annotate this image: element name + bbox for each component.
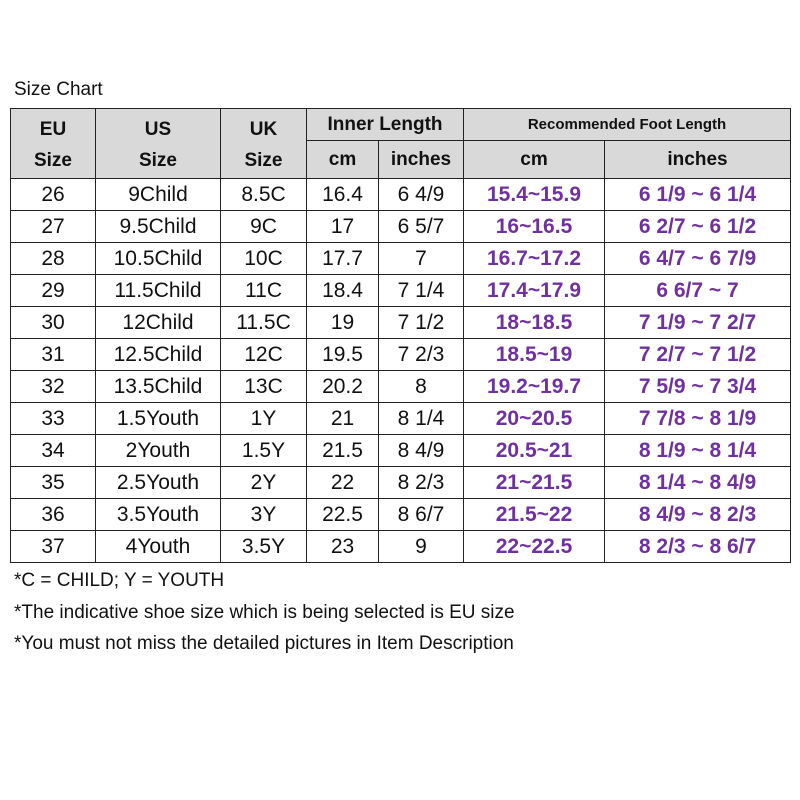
table-row: [11, 403, 791, 435]
cell-us-size: 1.5Youth: [96, 403, 221, 435]
cell-uk-size: 3.5Y: [221, 531, 307, 563]
header-us-size-label: Size: [138, 149, 178, 171]
cell-recommended-cm: 18~18.5: [464, 307, 605, 339]
header-rec-cm: cm: [464, 141, 605, 179]
cell-recommended-cm: 18.5~19: [464, 339, 605, 371]
cell-uk-size: 9C: [221, 211, 307, 243]
page-title: Size Chart: [14, 79, 103, 100]
cell-eu-size: 30: [11, 307, 96, 339]
cell-inner-inches: 7 2/3: [379, 339, 464, 371]
cell-recommended-inches: 6 4/7 ~ 6 7/9: [605, 243, 791, 275]
cell-inner-inches: 8 2/3: [379, 467, 464, 499]
header-row-top: [11, 109, 791, 141]
cell-recommended-cm: 16~16.5: [464, 211, 605, 243]
header-uk-size-label: Size: [244, 149, 283, 171]
cell-recommended-cm: 16.7~17.2: [464, 243, 605, 275]
cell-eu-size: 36: [11, 499, 96, 531]
table-row: [11, 243, 791, 275]
header-rec-inches: inches: [605, 141, 791, 179]
cell-us-size: 12.5Child: [96, 339, 221, 371]
cell-recommended-inches: 8 1/4 ~ 8 4/9: [605, 467, 791, 499]
cell-us-size: 2Youth: [96, 435, 221, 467]
header-inner-length: Inner Length: [307, 109, 464, 141]
cell-recommended-cm: 17.4~17.9: [464, 275, 605, 307]
cell-inner-cm: 17.7: [307, 243, 379, 275]
header-us-label: US: [144, 118, 172, 140]
cell-us-size: 2.5Youth: [96, 467, 221, 499]
cell-uk-size: 10C: [221, 243, 307, 275]
cell-inner-cm: 19.5: [307, 339, 379, 371]
cell-inner-cm: 21: [307, 403, 379, 435]
cell-us-size: 13.5Child: [96, 371, 221, 403]
cell-uk-size: 11.5C: [221, 307, 307, 339]
header-uk-size: [221, 109, 307, 179]
cell-recommended-inches: 6 6/7 ~ 7: [605, 275, 791, 307]
cell-inner-cm: 18.4: [307, 275, 379, 307]
cell-us-size: 11.5Child: [96, 275, 221, 307]
cell-inner-inches: 8 6/7: [379, 499, 464, 531]
table-row: [11, 371, 791, 403]
cell-us-size: 12Child: [96, 307, 221, 339]
cell-inner-cm: 20.2: [307, 371, 379, 403]
table-row: [11, 275, 791, 307]
cell-recommended-inches: 8 1/9 ~ 8 1/4: [605, 435, 791, 467]
header-inner-inches: inches: [379, 141, 464, 179]
cell-inner-inches: 7: [379, 243, 464, 275]
cell-eu-size: 34: [11, 435, 96, 467]
header-recommended-foot-length: Recommended Foot Length: [464, 109, 791, 141]
table-row: [11, 435, 791, 467]
notes: [14, 568, 515, 663]
cell-inner-cm: 16.4: [307, 179, 379, 211]
cell-recommended-inches: 7 5/9 ~ 7 3/4: [605, 371, 791, 403]
table-row: [11, 499, 791, 531]
cell-recommended-cm: 21~21.5: [464, 467, 605, 499]
table-row: [11, 179, 791, 211]
cell-eu-size: 32: [11, 371, 96, 403]
table-row: [11, 339, 791, 371]
cell-us-size: 9.5Child: [96, 211, 221, 243]
cell-uk-size: 2Y: [221, 467, 307, 499]
cell-eu-size: 26: [11, 179, 96, 211]
cell-recommended-cm: 15.4~15.9: [464, 179, 605, 211]
cell-eu-size: 29: [11, 275, 96, 307]
cell-uk-size: 3Y: [221, 499, 307, 531]
cell-inner-cm: 22.5: [307, 499, 379, 531]
cell-recommended-inches: 7 7/8 ~ 8 1/9: [605, 403, 791, 435]
cell-us-size: 4Youth: [96, 531, 221, 563]
cell-recommended-cm: 21.5~22: [464, 499, 605, 531]
cell-us-size: 9Child: [96, 179, 221, 211]
cell-eu-size: 28: [11, 243, 96, 275]
cell-recommended-inches: 6 2/7 ~ 6 1/2: [605, 211, 791, 243]
cell-recommended-inches: 7 2/7 ~ 7 1/2: [605, 339, 791, 371]
cell-uk-size: 1Y: [221, 403, 307, 435]
cell-inner-inches: 8 1/4: [379, 403, 464, 435]
cell-inner-inches: 8 4/9: [379, 435, 464, 467]
size-table-body: [11, 179, 791, 563]
cell-eu-size: 35: [11, 467, 96, 499]
cell-inner-inches: 6 5/7: [379, 211, 464, 243]
cell-us-size: 10.5Child: [96, 243, 221, 275]
cell-eu-size: 33: [11, 403, 96, 435]
cell-uk-size: 8.5C: [221, 179, 307, 211]
cell-inner-inches: 8: [379, 371, 464, 403]
cell-uk-size: 1.5Y: [221, 435, 307, 467]
cell-inner-inches: 6 4/9: [379, 179, 464, 211]
cell-recommended-inches: 6 1/9 ~ 6 1/4: [605, 179, 791, 211]
cell-inner-cm: 17: [307, 211, 379, 243]
note-item-description: *You must not miss the detailed pictures in Item Description: [14, 633, 514, 654]
table-row: [11, 211, 791, 243]
cell-inner-cm: 23: [307, 531, 379, 563]
cell-inner-cm: 22: [307, 467, 379, 499]
cell-uk-size: 12C: [221, 339, 307, 371]
cell-inner-inches: 7 1/2: [379, 307, 464, 339]
header-uk-label: UK: [249, 118, 278, 140]
cell-inner-cm: 19: [307, 307, 379, 339]
header-eu-size: [11, 109, 96, 179]
header-eu-size-label: Size: [33, 149, 73, 171]
cell-eu-size: 37: [11, 531, 96, 563]
cell-uk-size: 11C: [221, 275, 307, 307]
note-size-legend: *C = CHILD; Y = YOUTH: [14, 570, 225, 591]
header-eu-label: EU: [39, 118, 67, 140]
cell-inner-inches: 9: [379, 531, 464, 563]
cell-eu-size: 31: [11, 339, 96, 371]
cell-us-size: 3.5Youth: [96, 499, 221, 531]
cell-recommended-cm: 20.5~21: [464, 435, 605, 467]
size-chart-table: [10, 108, 791, 563]
note-eu-size: *The indicative shoe size which is being selected is EU size: [14, 601, 515, 623]
cell-recommended-cm: 20~20.5: [464, 403, 605, 435]
table-row: [11, 531, 791, 563]
table-row: [11, 307, 791, 339]
cell-eu-size: 27: [11, 211, 96, 243]
cell-recommended-inches: 7 1/9 ~ 7 2/7: [605, 307, 791, 339]
cell-recommended-cm: 19.2~19.7: [464, 371, 605, 403]
cell-recommended-inches: 8 2/3 ~ 8 6/7: [605, 531, 791, 563]
cell-inner-inches: 7 1/4: [379, 275, 464, 307]
cell-recommended-cm: 22~22.5: [464, 531, 605, 563]
cell-uk-size: 13C: [221, 371, 307, 403]
header-us-size: [96, 109, 221, 179]
cell-inner-cm: 21.5: [307, 435, 379, 467]
header-inner-cm: cm: [307, 141, 379, 179]
cell-recommended-inches: 8 4/9 ~ 8 2/3: [605, 499, 791, 531]
table-row: [11, 467, 791, 499]
